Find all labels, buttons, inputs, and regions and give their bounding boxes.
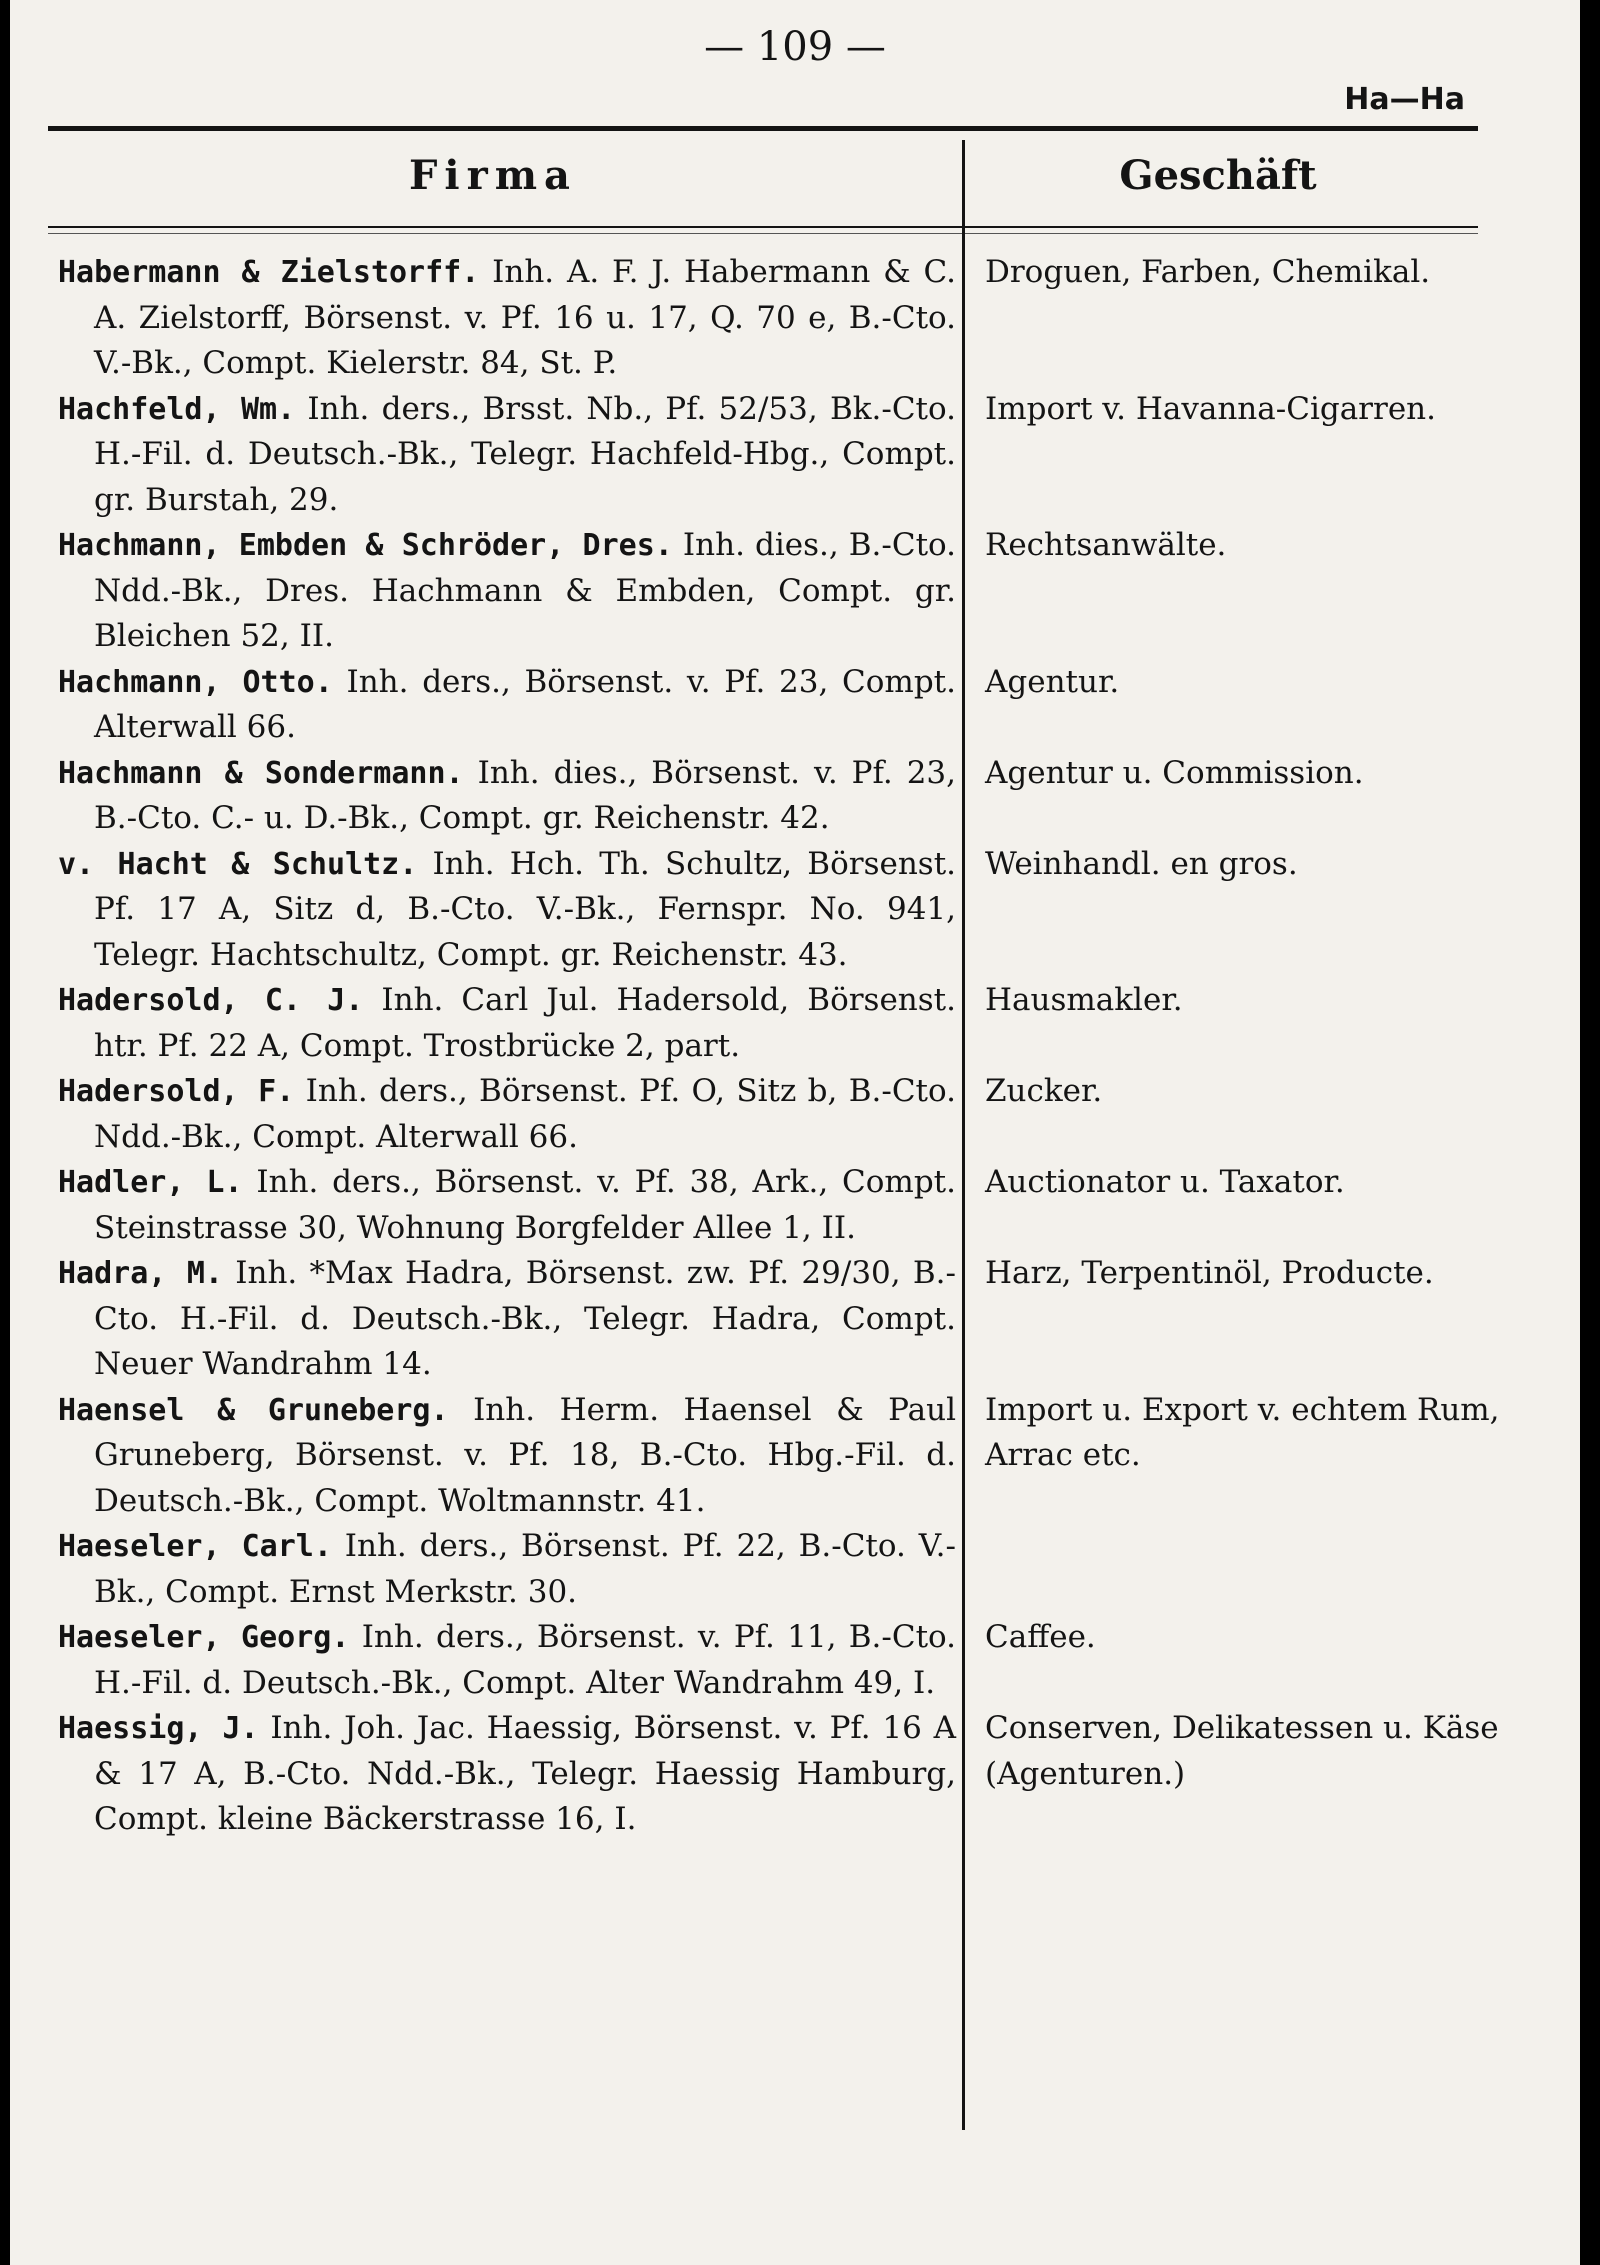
list-item [10,1160,1580,1251]
top-rule [48,126,1478,131]
list-item [10,1069,1580,1160]
firm-details: Inh. ders., Börsenst. v. Pf. 11, B.-Cto. H.-Fil. d. Deutsch.-Bk., Compt. Alter Wandrahm 49, I. [94,1619,957,1701]
firm-details: Inh. ders., Börsenst. Pf. 22, B.-Cto. V.-Bk., Compt. Ernst Merkstr. 30. [94,1528,956,1610]
firm-name: Hachmann & Sondermann. [58,755,464,791]
firm-details: Inh. *Max Hadra, Börsenst. zw. Pf. 29/30, B.-Cto. H.-Fil. d. Deutsch.-Bk., Telegr. Hadra, Compt. Neuer Wandrahm 14. [94,1255,956,1382]
firm-name: Hadra, M. [58,1256,223,1291]
firm-name: Hachfeld, Wm. [58,391,296,427]
firm-details: Inh. Carl Jul. Hadersold, Börsenst. htr. Pf. 22 A, Compt. Trostbrücke 2, part. [94,982,956,1064]
business-type: Rechtsanwälte. [985,527,1227,563]
firm-name: Hachmann, Embden & Schröder, Dres. [58,528,673,563]
directory-page [10,0,1580,2265]
column-header-geschaeft: Geschäft [1119,152,1317,199]
business-type: Agentur u. Commission. [985,754,1364,791]
firm-name: Haeseler, Georg. [58,1620,350,1655]
list-item [10,387,1580,524]
business-type: Agentur. [985,663,1120,700]
firm-details: Inh. ders., Börsenst. Pf. O, Sitz b, B.-Cto. Ndd.-Bk., Compt. Alterwall 66. [94,1073,956,1155]
business-type: Zucker. [985,1073,1103,1109]
alphabet-range: Ha—Ha [1344,82,1465,117]
entry-list [10,250,1580,1843]
header-rule [48,226,1478,228]
firm-name: v. Hacht & Schultz. [58,846,418,882]
firm-details: Inh. Herm. Haensel & Paul Gruneberg, Börsenst. v. Pf. 18, B.-Cto. Hbg.-Fil. d. Deutsch.-Bk., Compt. Woltmannstr. 41. [94,1391,956,1519]
firm-name: Haessig, J. [58,1711,259,1746]
business-type: Weinhandl. en gros. [985,845,1298,882]
list-item [10,978,1580,1069]
firm-details: Inh. A. F. J. Habermann & C. A. Zielstorff, Börsenst. v. Pf. 16 u. 17, Q. 70 e, B.-Cto. V.-Bk., Compt. Kielerstr. 84, St. P. [94,254,957,381]
business-type: Import v. Havanna-Cigarren. [985,390,1436,427]
list-item [10,842,1580,979]
business-type: Import u. Export v. echtem Rum, Arrac etc. [985,1391,1500,1473]
firm-details: Inh. dies., B.-Cto. Ndd.-Bk., Dres. Hachmann & Embden, Compt. gr. Bleichen 52, II. [94,527,957,654]
firm-name: Haensel & Gruneberg. [58,1392,449,1428]
business-type: Caffee. [985,1619,1096,1655]
firm-details: Inh. ders., Börsenst. v. Pf. 23, Compt. Alterwall 66. [94,663,956,745]
list-item [10,751,1580,842]
firm-name: Hadersold, C. J. [58,983,364,1018]
firm-name: Habermann & Zielstorff. [58,255,480,290]
list-item [10,250,1580,387]
header-rule-thin [48,233,1478,234]
column-header-firma: Firma [409,152,577,199]
business-type: Auctionator u. Taxator. [985,1164,1345,1200]
business-type: Harz, Terpentinöl, Producte. [985,1255,1434,1291]
firm-name: Haeseler, Carl. [58,1529,332,1564]
list-item [10,1524,1580,1615]
firm-name: Hadersold, F. [58,1074,295,1109]
firm-details: Inh. dies., Börsenst. v. Pf. 23, B.-Cto. C.- u. D.-Bk., Compt. gr. Reichenstr. 42. [94,754,957,836]
business-type: Hausmakler. [985,982,1183,1018]
list-item [10,1388,1580,1525]
list-item [10,1615,1580,1706]
list-item [10,660,1580,751]
firm-details: Inh. ders., Börsenst. v. Pf. 38, Ark., Compt. Steinstrasse 30, Wohnung Borgfelder Allee 1, II. [94,1164,956,1246]
business-type: Conserven, Delikatessen u. Käse (Agenturen.) [985,1710,1499,1792]
list-item [10,1706,1580,1843]
business-type: Droguen, Farben, Chemikal. [985,254,1431,290]
firm-name: Hadler, L. [58,1165,243,1200]
firm-name: Hachmann, Otto. [58,664,333,700]
page-number: — 109 — [704,24,886,70]
list-item [10,523,1580,660]
firm-details: Inh. Joh. Jac. Haessig, Börsenst. v. Pf. 16 A & 17 A, B.-Cto. Ndd.-Bk., Telegr. Haessig Hamburg, Compt. kleine Bäckerstrasse 16, I. [94,1710,956,1837]
list-item [10,1251,1580,1388]
firm-details: Inh. ders., Brsst. Nb., Pf. 52/53, Bk.-Cto. H.-Fil. d. Deutsch.-Bk., Telegr. Hachfeld-Hbg., Compt. gr. Burstah, 29. [94,390,956,518]
firm-details: Inh. Hch. Th. Schultz, Börsenst. Pf. 17 A, Sitz d, B.-Cto. V.-Bk., Fernspr. No. 941, Telegr. Hachtschultz, Compt. gr. Reichenstr. 43. [94,845,957,973]
